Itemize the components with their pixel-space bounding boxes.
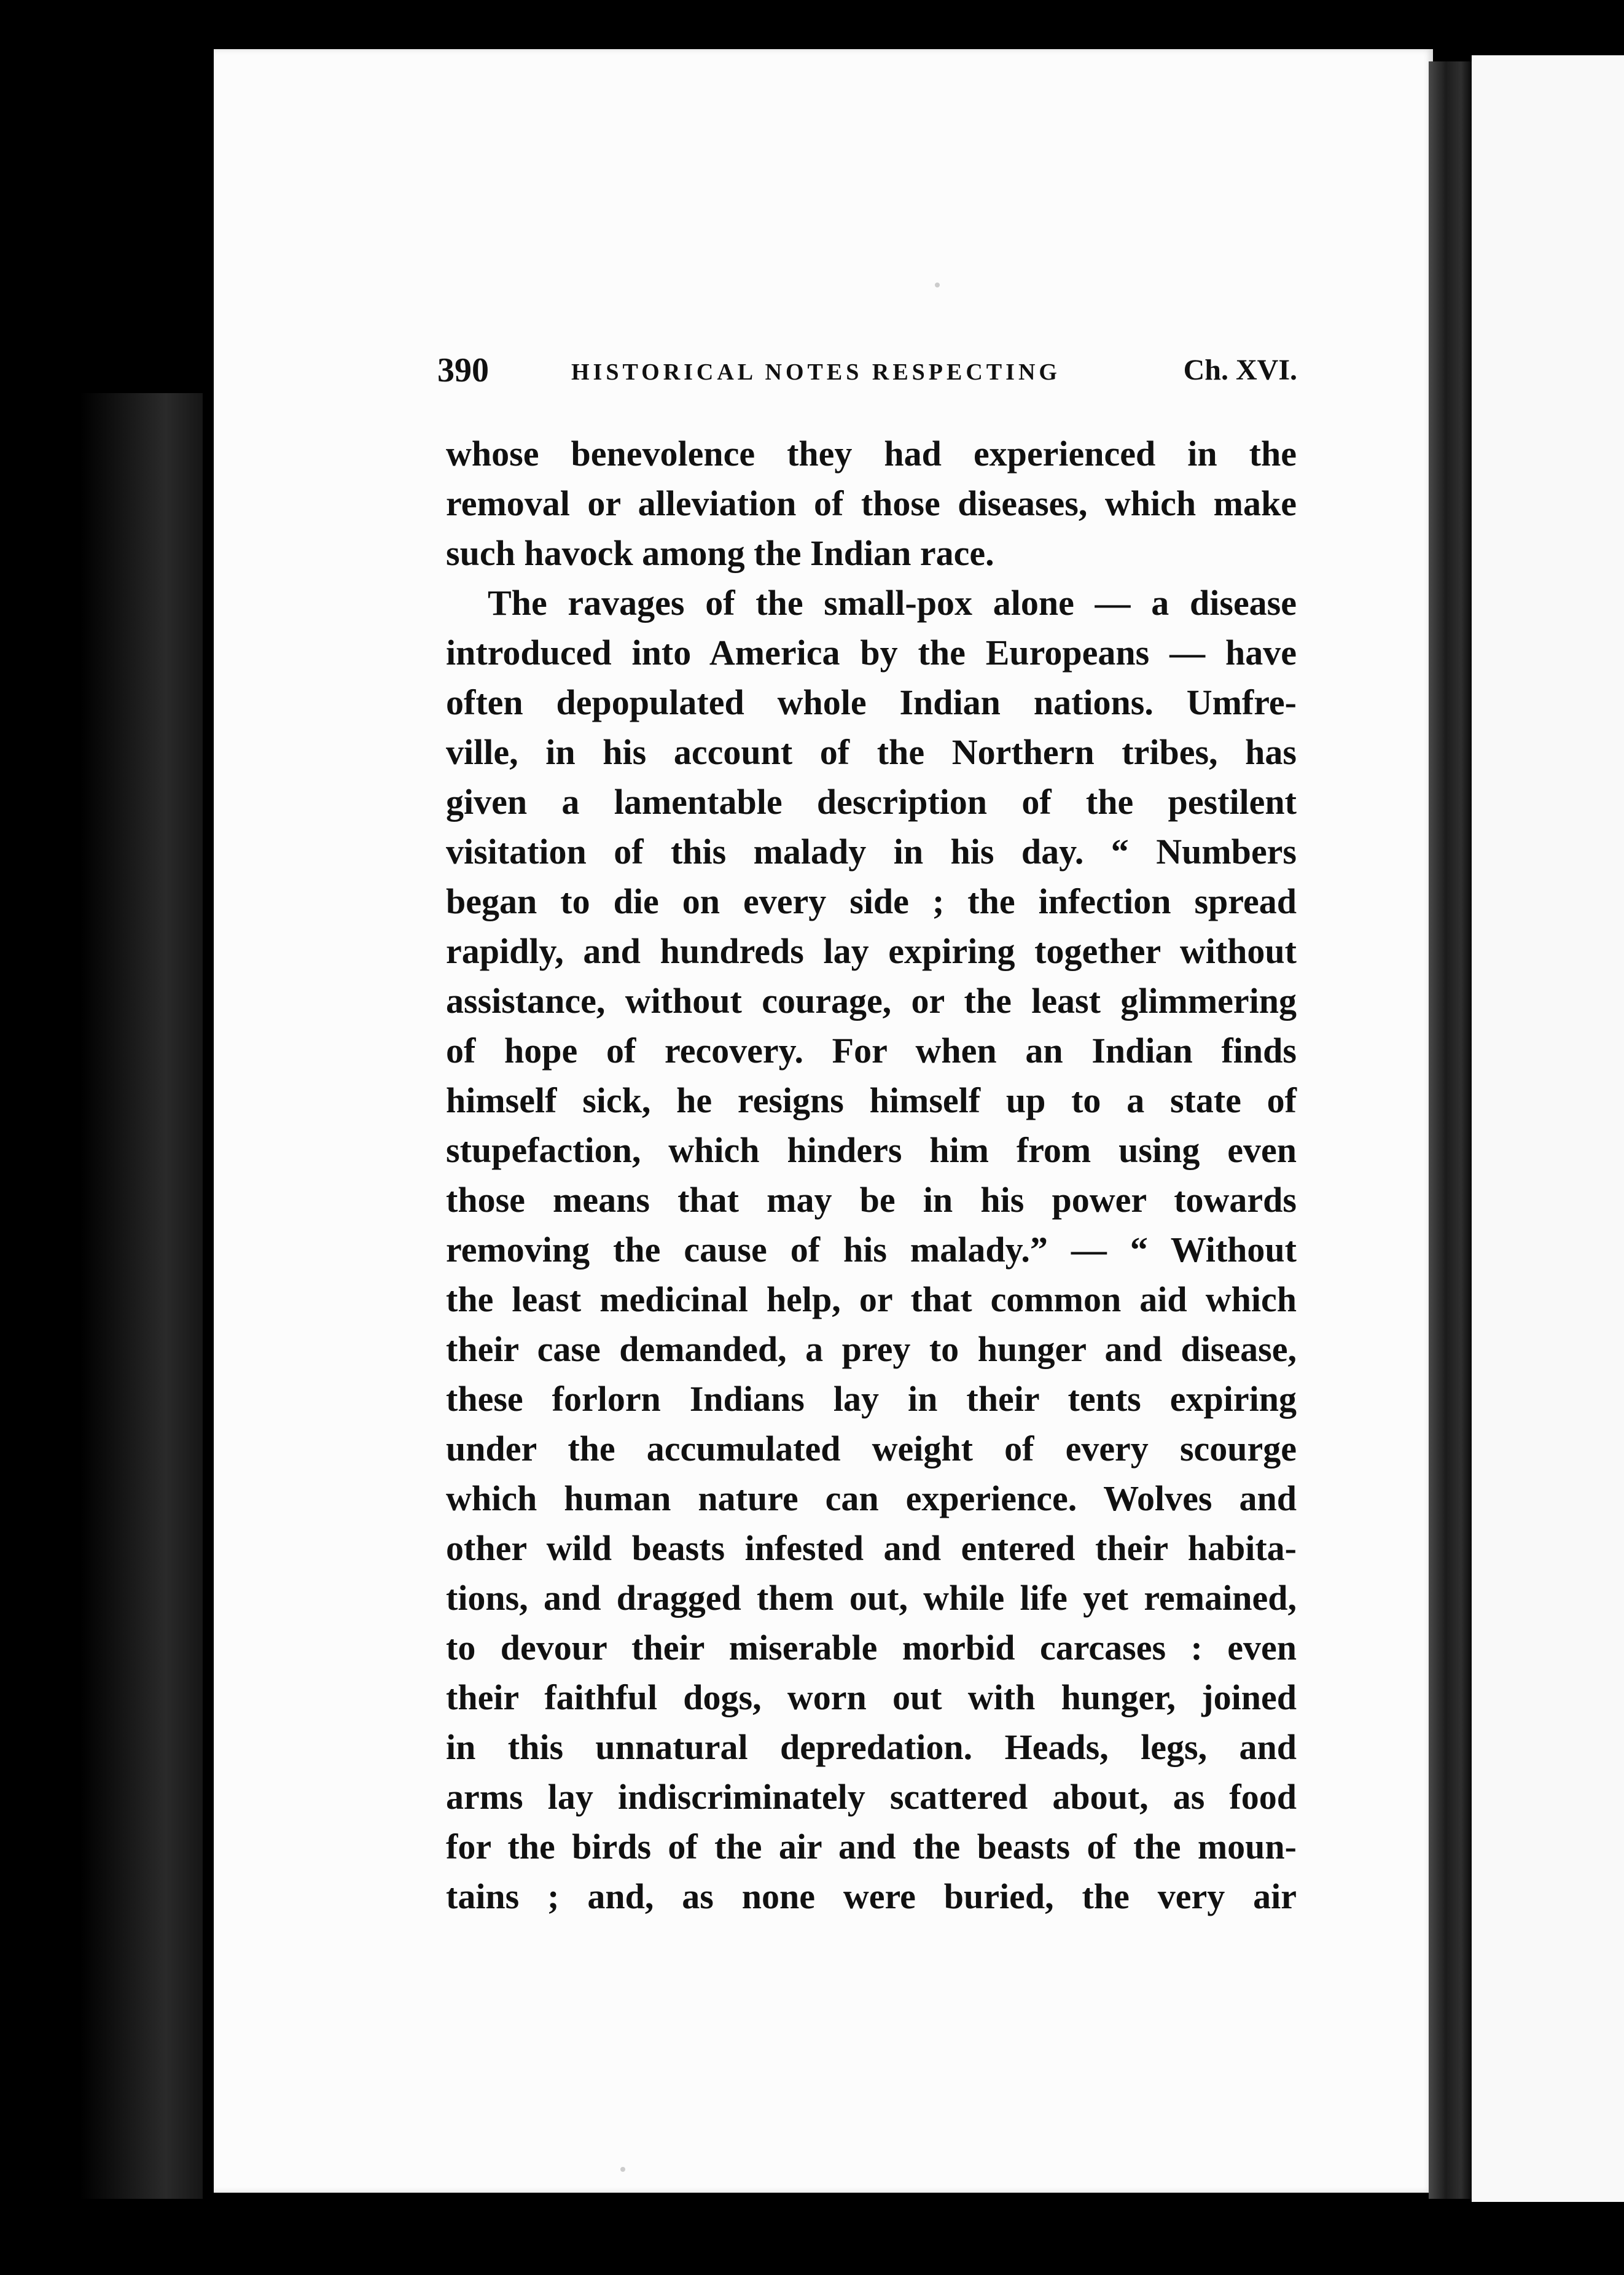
book-gutter xyxy=(1429,61,1472,2199)
text-line: often depopulated whole Indian nations. Umfre- xyxy=(446,682,1297,722)
paper-speck xyxy=(620,2167,625,2172)
text-line: other wild beasts infested and entered their habita- xyxy=(446,1528,1297,1568)
text-line: in this unnatural depredation. Heads, legs, and xyxy=(446,1727,1297,1767)
running-title: HISTORICAL NOTES RESPECTING xyxy=(571,359,1061,385)
body-text xyxy=(446,429,1297,1921)
text-line: their case demanded, a prey to hunger and disease, xyxy=(446,1329,1297,1369)
text-line: their faithful dogs, worn out with hunger, joined xyxy=(446,1677,1297,1717)
chapter-reference: Ch. XVI. xyxy=(1183,354,1297,386)
text-line: assistance, without courage, or the least glimmering xyxy=(446,981,1297,1021)
text-line: rapidly, and hundreds lay expiring together without xyxy=(446,931,1297,971)
text-line: stupefaction, which hinders him from using even xyxy=(446,1130,1297,1170)
text-line: ville, in his account of the Northern tribes, has xyxy=(446,732,1297,772)
text-line: given a lamentable description of the pestilent xyxy=(446,782,1297,822)
facing-page-edge xyxy=(1472,55,1624,2202)
text-line: visitation of this malady in his day. “ Numbers xyxy=(446,832,1297,872)
text-line: under the accumulated weight of every scourge xyxy=(446,1429,1297,1469)
text-line: removing the cause of his malady.” — “ Without xyxy=(446,1230,1297,1270)
text-line: of hope of recovery. For when an Indian finds xyxy=(446,1031,1297,1071)
text-line: arms lay indiscriminately scattered about, as food xyxy=(446,1777,1297,1817)
text-line: such havock among the Indian race. xyxy=(446,533,994,573)
text-line: tions, and dragged them out, while life yet remained, xyxy=(446,1578,1297,1618)
text-line: these forlorn Indians lay in their tents expiring xyxy=(446,1379,1297,1419)
page-number: 390 xyxy=(437,351,489,389)
text-line: whose benevolence they had experienced in the xyxy=(446,434,1297,474)
running-header xyxy=(437,349,1297,398)
text-line: began to die on every side ; the infection spread xyxy=(446,881,1297,921)
text-line: introduced into America by the Europeans — have xyxy=(446,633,1297,673)
text-line: the least medicinal help, or that common aid which xyxy=(446,1279,1297,1319)
book-left-edge xyxy=(80,393,203,2199)
text-line: for the birds of the air and the beasts of the moun- xyxy=(446,1827,1297,1867)
text-line: those means that may be in his power towards xyxy=(446,1180,1297,1220)
text-line: himself sick, he resigns himself up to a state of xyxy=(446,1080,1297,1120)
text-line: to devour their miserable morbid carcases : even xyxy=(446,1628,1297,1668)
text-line: removal or alleviation of those diseases, which make xyxy=(446,483,1297,523)
text-line: which human nature can experience. Wolves and xyxy=(446,1478,1297,1518)
text-line: The ravages of the small-pox alone — a disease xyxy=(488,583,1297,623)
text-line: tains ; and, as none were buried, the very air xyxy=(446,1876,1297,1916)
paper-speck xyxy=(935,283,940,287)
